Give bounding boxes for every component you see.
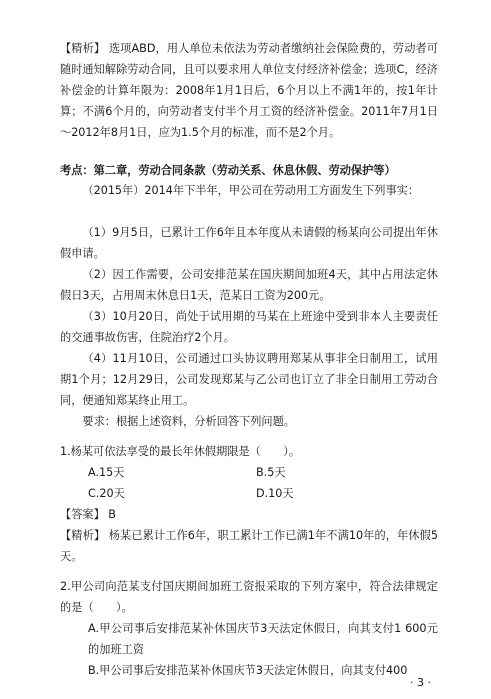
analysis-paragraph-1: 【精析】 选项ABD，用人单位未依法为劳动者缴纳社会保险费的，劳动者可随时通知解除劳动合同，且可以要求用人单位支付经济补偿金；选项C，经济补偿金的计算年限为：2008年1月1日后，6个月以上不满1年的，按1年计算；不满6个月的，向劳动者支付半个月工资的经济补偿金。2011年7月1日～2012年8月1日，应为1.5个月的标准，而不是2个月。	[60, 42, 438, 139]
page-number: · 3 ·	[410, 676, 431, 689]
case-intro: （2015年）2014年下半年，甲公司在劳动用工方面发生下列事实：	[82, 184, 420, 197]
option-a: A.15天	[88, 466, 125, 479]
question-1-answer: 【答案】 B	[60, 508, 116, 521]
question-2-option-a: A.甲公司事后安排范某补休国庆节3天法定休假日，向其支付1 600元的加班工资	[88, 622, 438, 656]
question-2-option-b: B.甲公司事后安排范某补休国庆节3天法定休假日，向其支付400	[88, 664, 408, 677]
option-row	[88, 462, 398, 483]
option-row	[88, 483, 398, 504]
question-1-analysis: 【精析】 杨某已累计工作6年，职工累计工作已满1年不满10年的，年休假5天。	[60, 529, 438, 563]
case-fact-3: （3）10月20日，尚处于试用期的马某在上班途中受到非本人主要责任的交通事故伤害，住院治疗2个月。	[60, 310, 438, 344]
case-fact-4: （4）11月10日，公司通过口头协议聘用郑某从事非全日制用工，试用期1个月；12月29日，公司发现郑某与乙公司也订立了非全日制用工劳动合同，便通知郑某终止用工。	[60, 352, 438, 407]
exam-point-heading: 考点：第二章，劳动合同条款（劳动关系、休息休假、劳动保护等）	[60, 164, 396, 177]
case-fact-1: （1）9月5日，已累计工作6年且本年度从未请假的杨某向公司提出年休假申请。	[60, 226, 438, 260]
question-1-text: 1.杨某可依法享受的最长年休假期限是（ ）。	[60, 445, 301, 458]
question-2-text: 2.甲公司向范某支付国庆期间加班工资报采取的下列方案中，符合法律规定的是（ ）。	[60, 580, 438, 614]
requirement-text: 要求：根据上述资料，分析回答下列问题。	[82, 415, 295, 428]
option-c: C.20天	[88, 487, 125, 500]
option-d: D.10天	[256, 487, 294, 500]
question-1-options	[88, 462, 398, 504]
option-b: B.5天	[256, 466, 286, 479]
case-fact-2: （2）因工作需要，公司安排范某在国庆期间加班4天，其中占用法定休假日3天，占用周末休息日1天，范某日工资为200元。	[60, 268, 438, 302]
